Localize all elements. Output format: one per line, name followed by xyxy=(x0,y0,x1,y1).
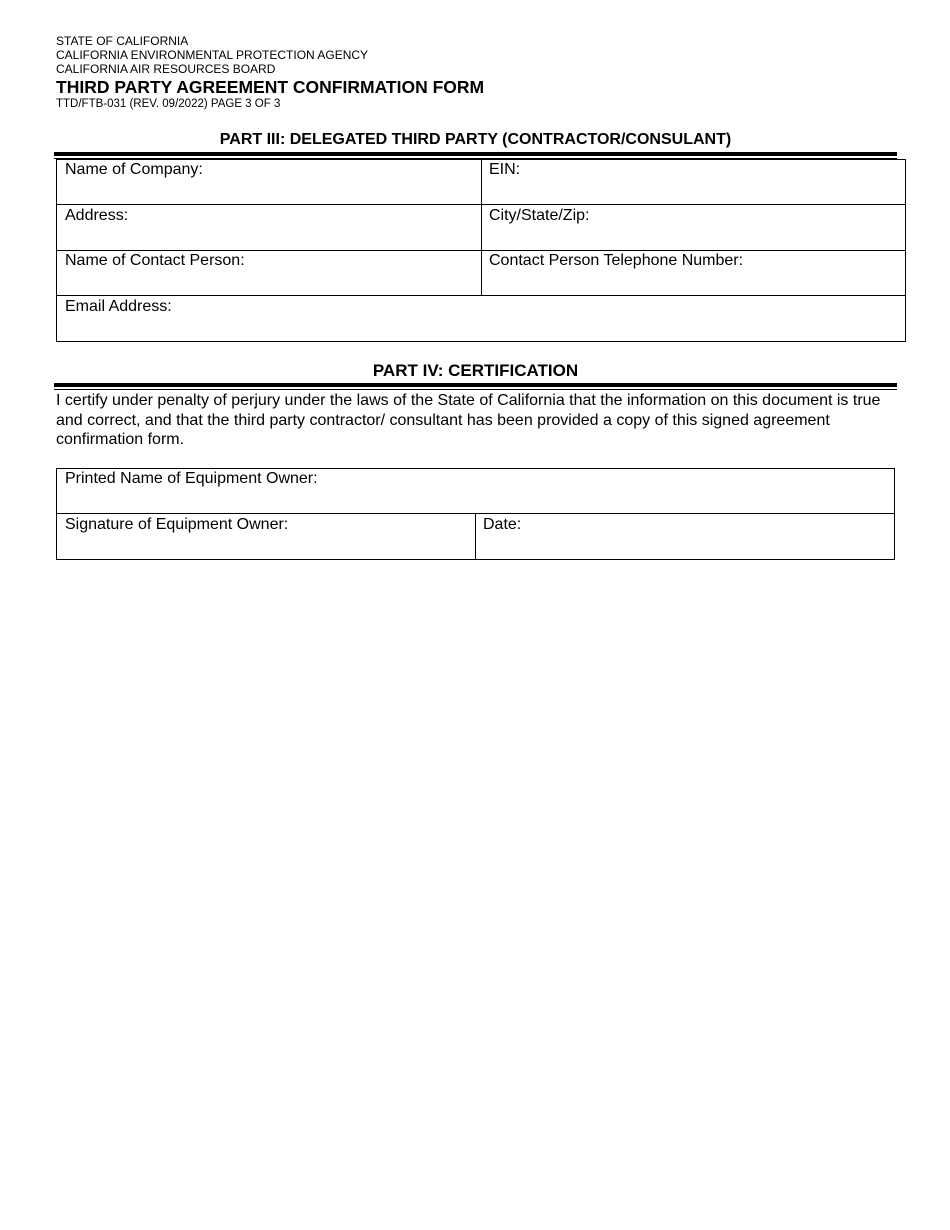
part4-heading-rule-thin xyxy=(54,389,897,390)
certification-statement: I certify under penalty of perjury under the laws of the State of California that the information on this document is true and correct, and that the third party contractor/ consultant has been provided a copy of this signed agreement confirmation form. xyxy=(56,392,881,448)
contact-person-field[interactable]: Name of Contact Person: xyxy=(65,252,245,269)
date-field[interactable]: Date: xyxy=(483,516,522,533)
agency-carb: CALIFORNIA AIR RESOURCES BOARD xyxy=(56,62,276,76)
address-field[interactable]: Address: xyxy=(65,207,129,224)
ein-field[interactable]: EIN: xyxy=(489,161,521,178)
form-title: THIRD PARTY AGREEMENT CONFIRMATION FORM xyxy=(56,77,485,97)
company-name-field[interactable]: Name of Company: xyxy=(65,161,203,178)
part4-heading: PART IV: CERTIFICATION xyxy=(372,361,579,380)
email-field[interactable]: Email Address: xyxy=(65,298,172,315)
form-id: TTD/FTB-031 (REV. 09/2022) PAGE 3 OF 3 xyxy=(56,98,281,110)
part3-column-divider xyxy=(481,159,482,296)
part4-column-divider xyxy=(475,513,476,560)
printed-name-field[interactable]: Printed Name of Equipment Owner: xyxy=(65,470,318,487)
part3-heading: PART III: DELEGATED THIRD PARTY (CONTRACTOR/CONSULANT) xyxy=(219,131,732,148)
signature-field[interactable]: Signature of Equipment Owner: xyxy=(65,516,289,533)
city-state-zip-field[interactable]: City/State/Zip: xyxy=(489,207,590,224)
part4-heading-rule-thick xyxy=(54,383,897,387)
agency-state: STATE OF CALIFORNIA xyxy=(56,34,189,48)
contact-phone-field[interactable]: Contact Person Telephone Number: xyxy=(489,252,744,269)
part3-heading-rule-thick xyxy=(54,152,897,156)
agency-calepa: CALIFORNIA ENVIRONMENTAL PROTECTION AGENCY xyxy=(56,48,369,62)
